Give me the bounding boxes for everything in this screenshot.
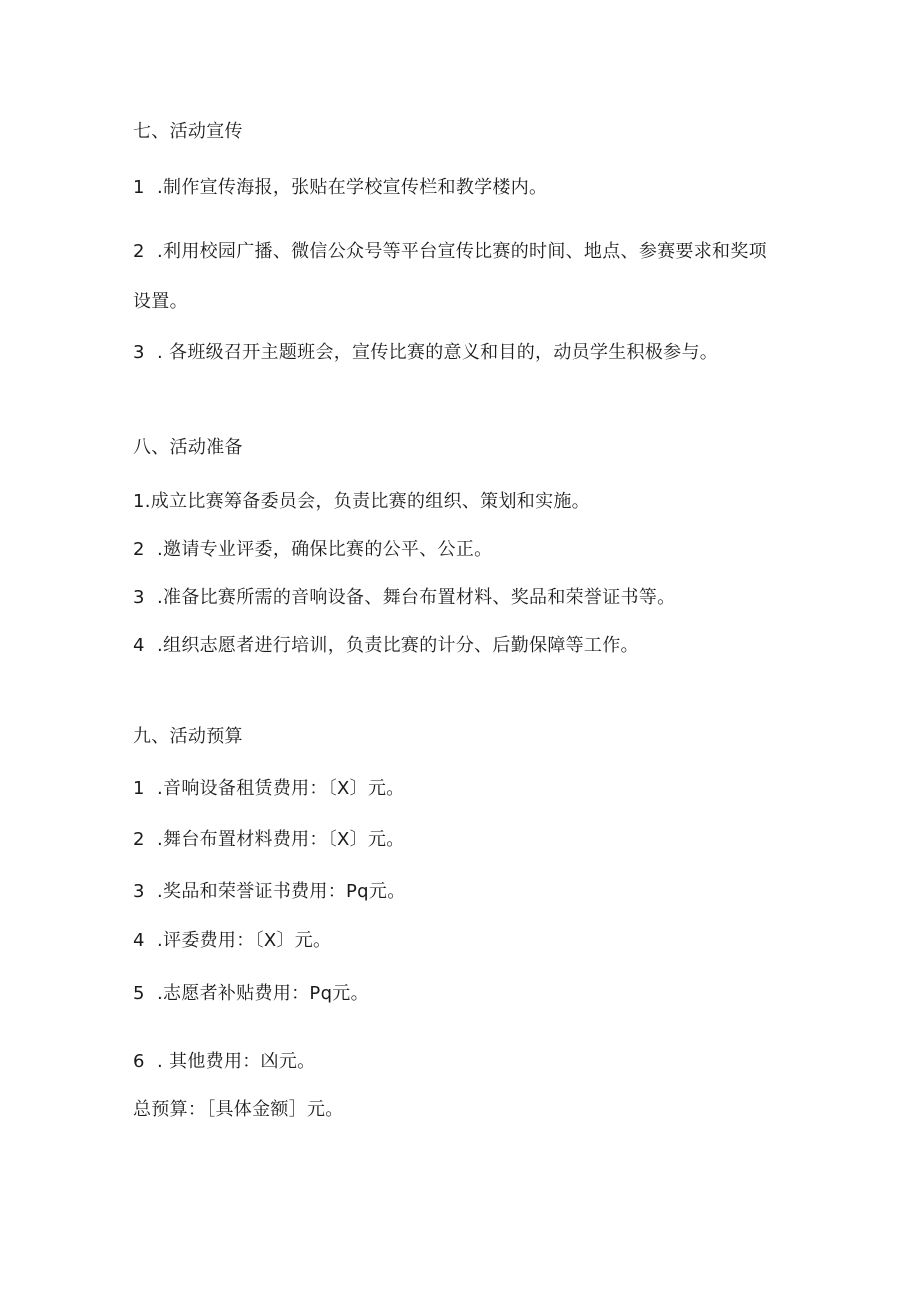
section-7-item-2-continuation: 设置。: [133, 291, 188, 312]
item-text: .组织志愿者进行培训，负责比赛的计分、后勤保障等工作。: [157, 635, 639, 656]
item-text: .制作宣传海报，张贴在学校宣传栏和教学楼内。: [157, 177, 548, 198]
section-7-item-3: [133, 341, 718, 365]
item-text: .奖品和荣誉证书费用：Pq元。: [157, 881, 406, 902]
item-number: 6: [133, 1051, 145, 1072]
section-7-item-1: [133, 176, 547, 200]
section-9-item-4: [133, 929, 331, 953]
item-number: 2: [133, 241, 145, 262]
total-budget: 总预算：［具体金额］元。: [133, 1099, 344, 1120]
section-8-heading: 八、活动准备: [133, 437, 243, 458]
section-9-item-6: [133, 1050, 315, 1074]
item-text: .音响设备租赁费用：〔X〕元。: [157, 778, 405, 799]
item-number: 2: [133, 829, 145, 850]
item-number: 2: [133, 539, 145, 560]
section-9-item-3: [133, 880, 406, 904]
item-number: 5: [133, 983, 145, 1004]
item-number: 1: [133, 778, 145, 799]
section-7-heading: 七、活动宣传: [133, 121, 243, 142]
section-9-item-1: [133, 777, 405, 801]
section-8-item-3: [133, 586, 675, 610]
item-number: 1: [133, 177, 145, 198]
section-8-item-4: [133, 634, 639, 658]
item-number: 4: [133, 930, 145, 951]
item-text: .志愿者补贴费用：Pq元。: [157, 983, 369, 1004]
section-9-heading: 九、活动预算: [133, 726, 243, 747]
section-8-item-1: [133, 490, 590, 514]
item-text: .成立比赛筹备委员会，负责比赛的组织、策划和实施。: [144, 491, 590, 512]
section-7-item-2: [133, 240, 767, 264]
item-number: 3: [133, 342, 145, 363]
item-text: .邀请专业评委，确保比赛的公平、公正。: [157, 539, 493, 560]
item-number: 1: [133, 491, 145, 512]
section-8-item-2: [133, 538, 492, 562]
item-text: .利用校园广播、微信公众号等平台宣传比赛的时间、地点、参赛要求和奖项: [157, 241, 767, 262]
item-text: .准备比赛所需的音响设备、舞台布置材料、奖品和荣誉证书等。: [157, 587, 676, 608]
section-9-item-5: [133, 982, 369, 1006]
item-number: 4: [133, 635, 145, 656]
item-number: 3: [133, 587, 145, 608]
item-text: . 其他费用：凶元。: [157, 1051, 316, 1072]
item-text: .评委费用：〔X〕元。: [157, 930, 332, 951]
section-9-item-2: [133, 828, 405, 852]
item-number: 3: [133, 881, 145, 902]
item-text: .舞台布置材料费用：〔X〕元。: [157, 829, 405, 850]
item-text: . 各班级召开主题班会，宣传比赛的意义和目的，动员学生积极参与。: [157, 342, 719, 363]
